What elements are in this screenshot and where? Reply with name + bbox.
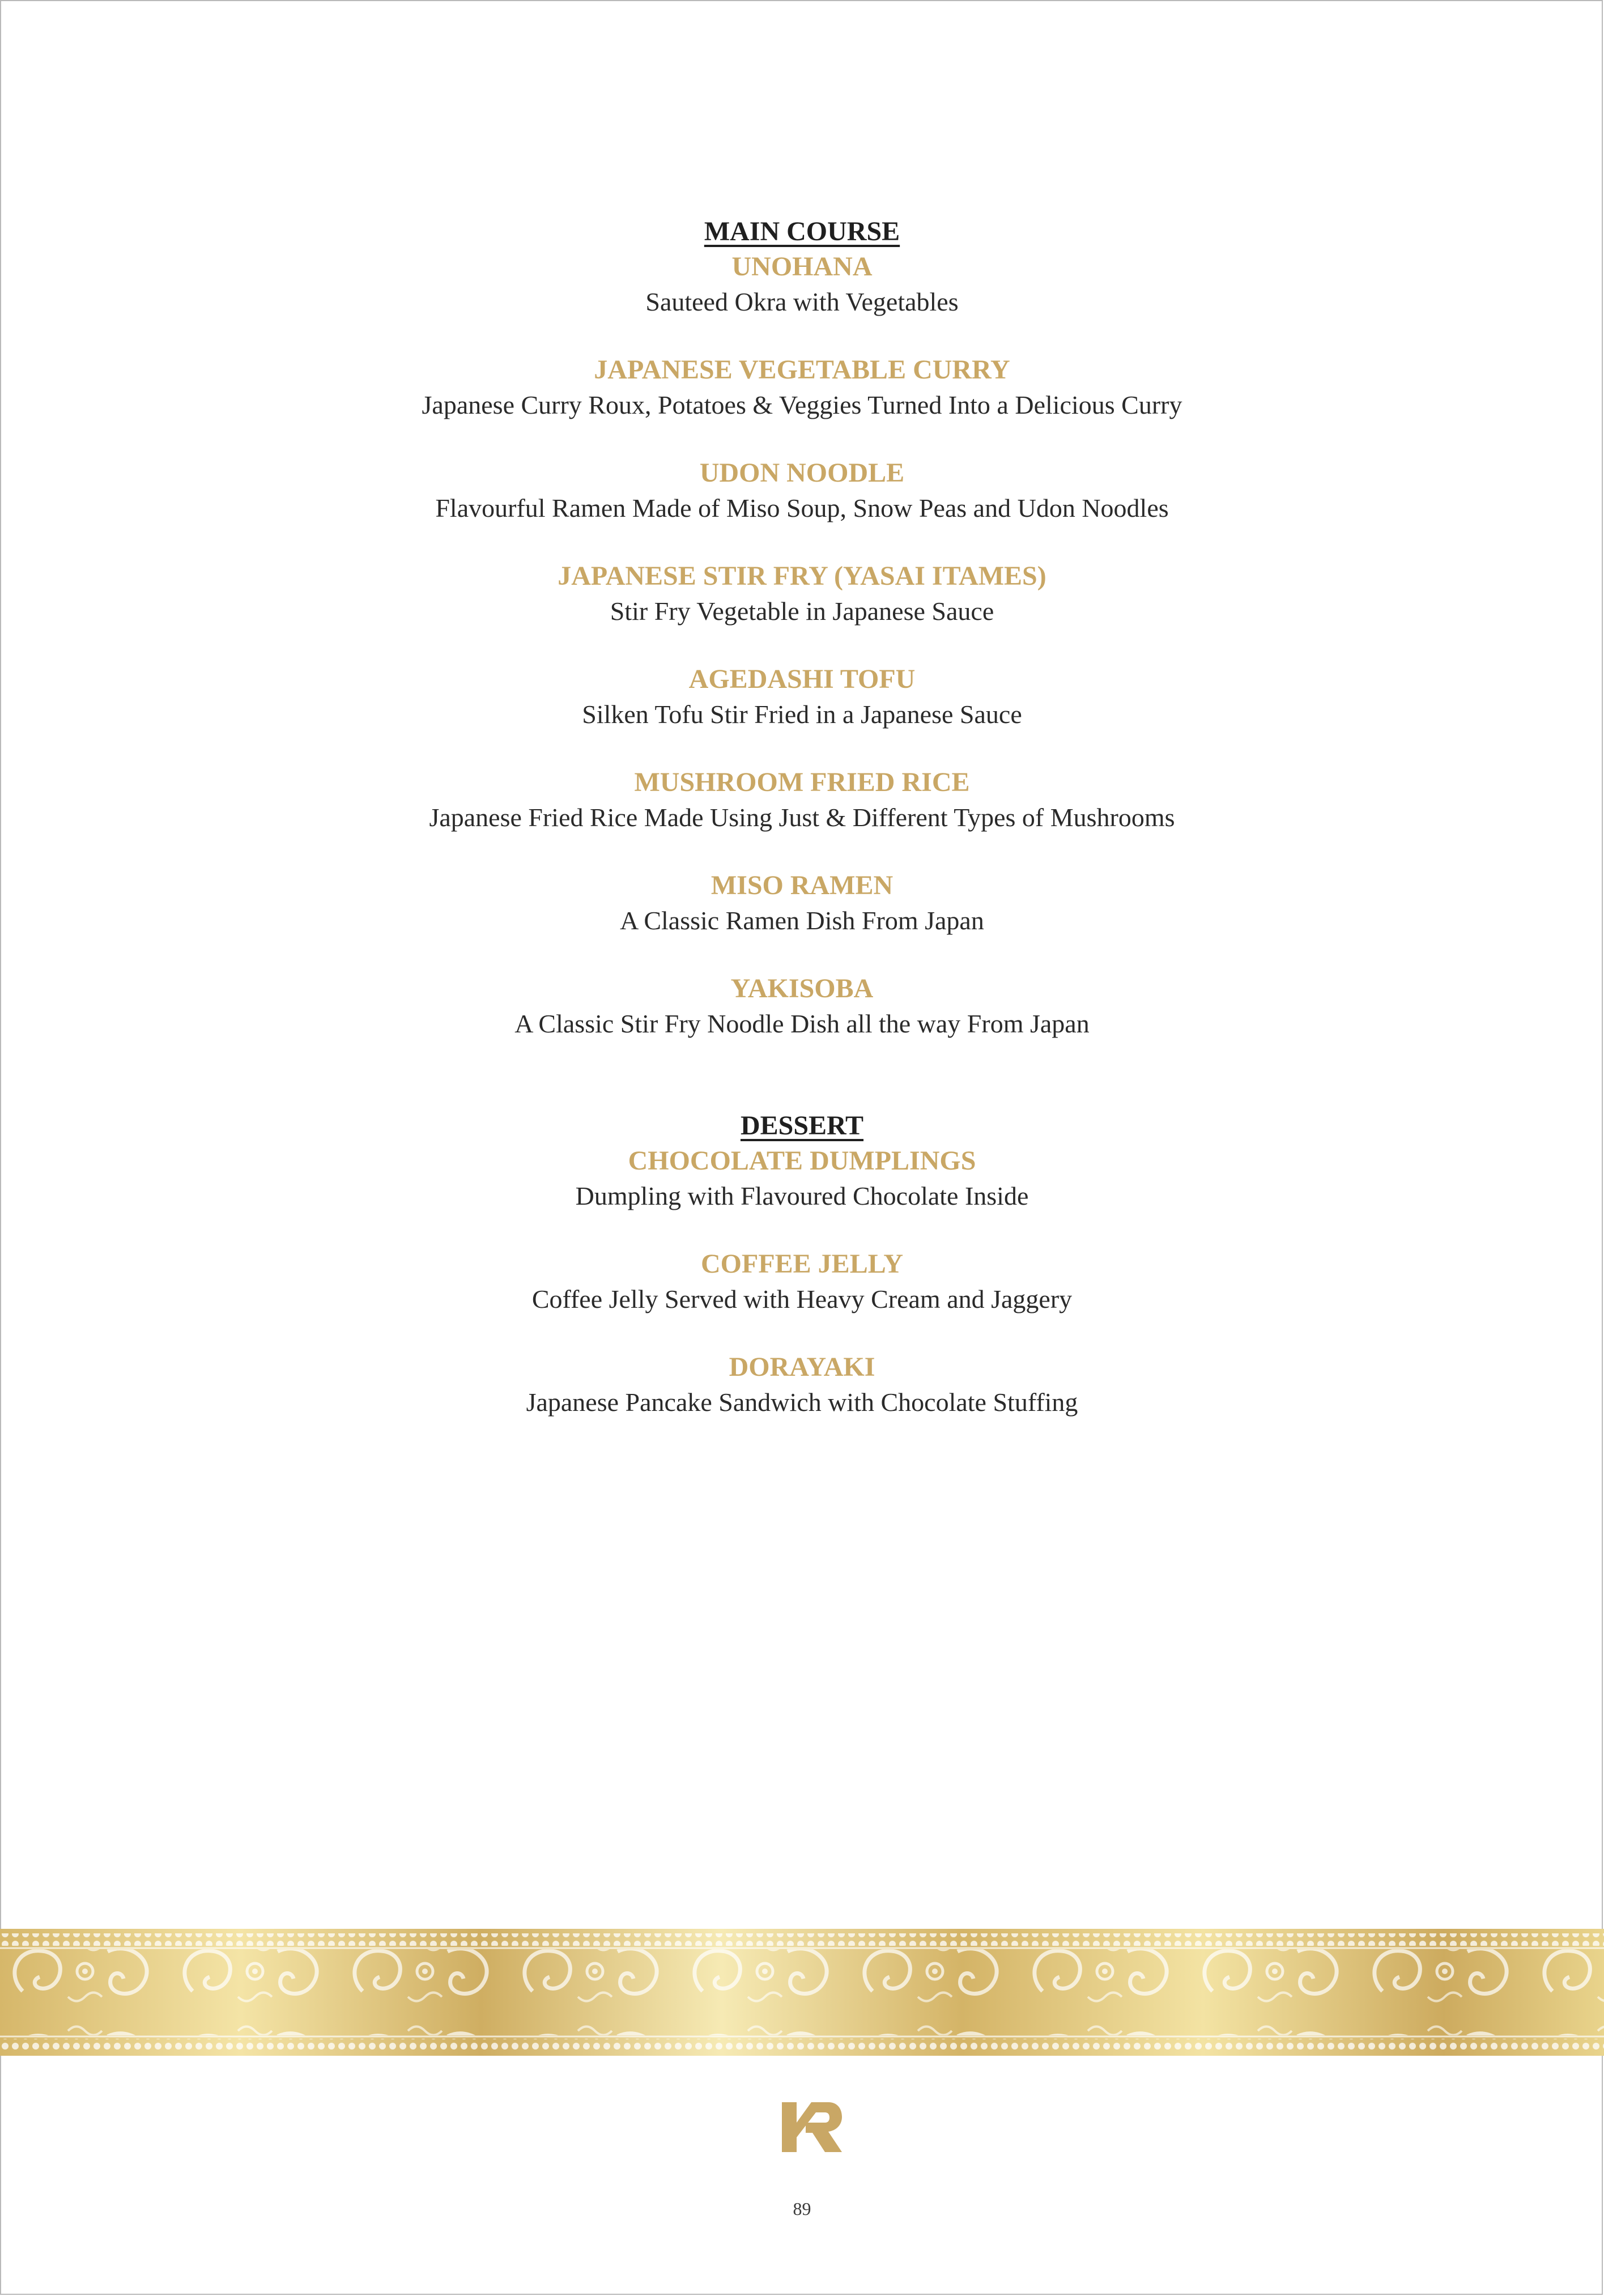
item-description: A Classic Stir Fry Noodle Dish all the way From Japan — [514, 1009, 1090, 1038]
item-description: Japanese Fried Rice Made Using Just & Different Types of Mushrooms — [429, 803, 1175, 832]
menu-item — [0, 1247, 1604, 1317]
menu-item — [0, 662, 1604, 732]
menu-item — [0, 765, 1604, 835]
item-description: Coffee Jelly Served with Heavy Cream and Jaggery — [531, 1285, 1073, 1313]
item-name: UNOHANA — [731, 252, 873, 282]
menu-item — [0, 559, 1604, 629]
item-name: COFFEE JELLY — [701, 1249, 903, 1279]
item-description: Flavourful Ramen Made of Miso Soup, Snow Peas and Udon Noodles — [435, 494, 1169, 522]
item-description: Stir Fry Vegetable in Japanese Sauce — [610, 597, 994, 626]
item-description: Silken Tofu Stir Fried in a Japanese Sauce — [582, 700, 1022, 729]
item-name: MISO RAMEN — [710, 870, 894, 900]
item-description: Japanese Pancake Sandwich with Chocolate Stuffing — [526, 1388, 1078, 1417]
item-name: MUSHROOM FRIED RICE — [634, 767, 970, 797]
menu-item — [0, 456, 1604, 526]
menu-item — [0, 1350, 1604, 1420]
item-description: Sauteed Okra with Vegetables — [645, 287, 959, 316]
menu-item — [0, 352, 1604, 423]
item-name: DORAYAKI — [729, 1352, 875, 1382]
item-description: A Classic Ramen Dish From Japan — [620, 906, 984, 935]
kr-monogram-logo — [780, 2100, 843, 2154]
item-description: Japanese Curry Roux, Potatoes & Veggies Turned Into a Delicious Curry — [422, 390, 1182, 419]
main-course-title: MAIN COURSE — [704, 216, 900, 246]
menu-content — [0, 214, 1604, 1420]
main-course-section — [0, 214, 1604, 1041]
item-name: JAPANESE STIR FRY (YASAI ITAMES) — [558, 561, 1046, 591]
item-name: YAKISOBA — [730, 973, 874, 1004]
menu-item — [0, 971, 1604, 1041]
item-name: AGEDASHI TOFU — [688, 664, 916, 694]
menu-item — [0, 249, 1604, 320]
dessert-title: DESSERT — [740, 1111, 864, 1141]
page-number: 89 — [793, 2199, 811, 2219]
item-description: Dumpling with Flavoured Chocolate Inside — [575, 1181, 1029, 1210]
item-name: UDON NOODLE — [699, 458, 905, 488]
gold-paisley-border — [0, 1929, 1604, 2056]
item-name: CHOCOLATE DUMPLINGS — [628, 1146, 976, 1176]
dessert-section — [0, 1108, 1604, 1420]
menu-item — [0, 868, 1604, 938]
menu-item — [0, 1143, 1604, 1214]
item-name: JAPANESE VEGETABLE CURRY — [594, 355, 1010, 385]
